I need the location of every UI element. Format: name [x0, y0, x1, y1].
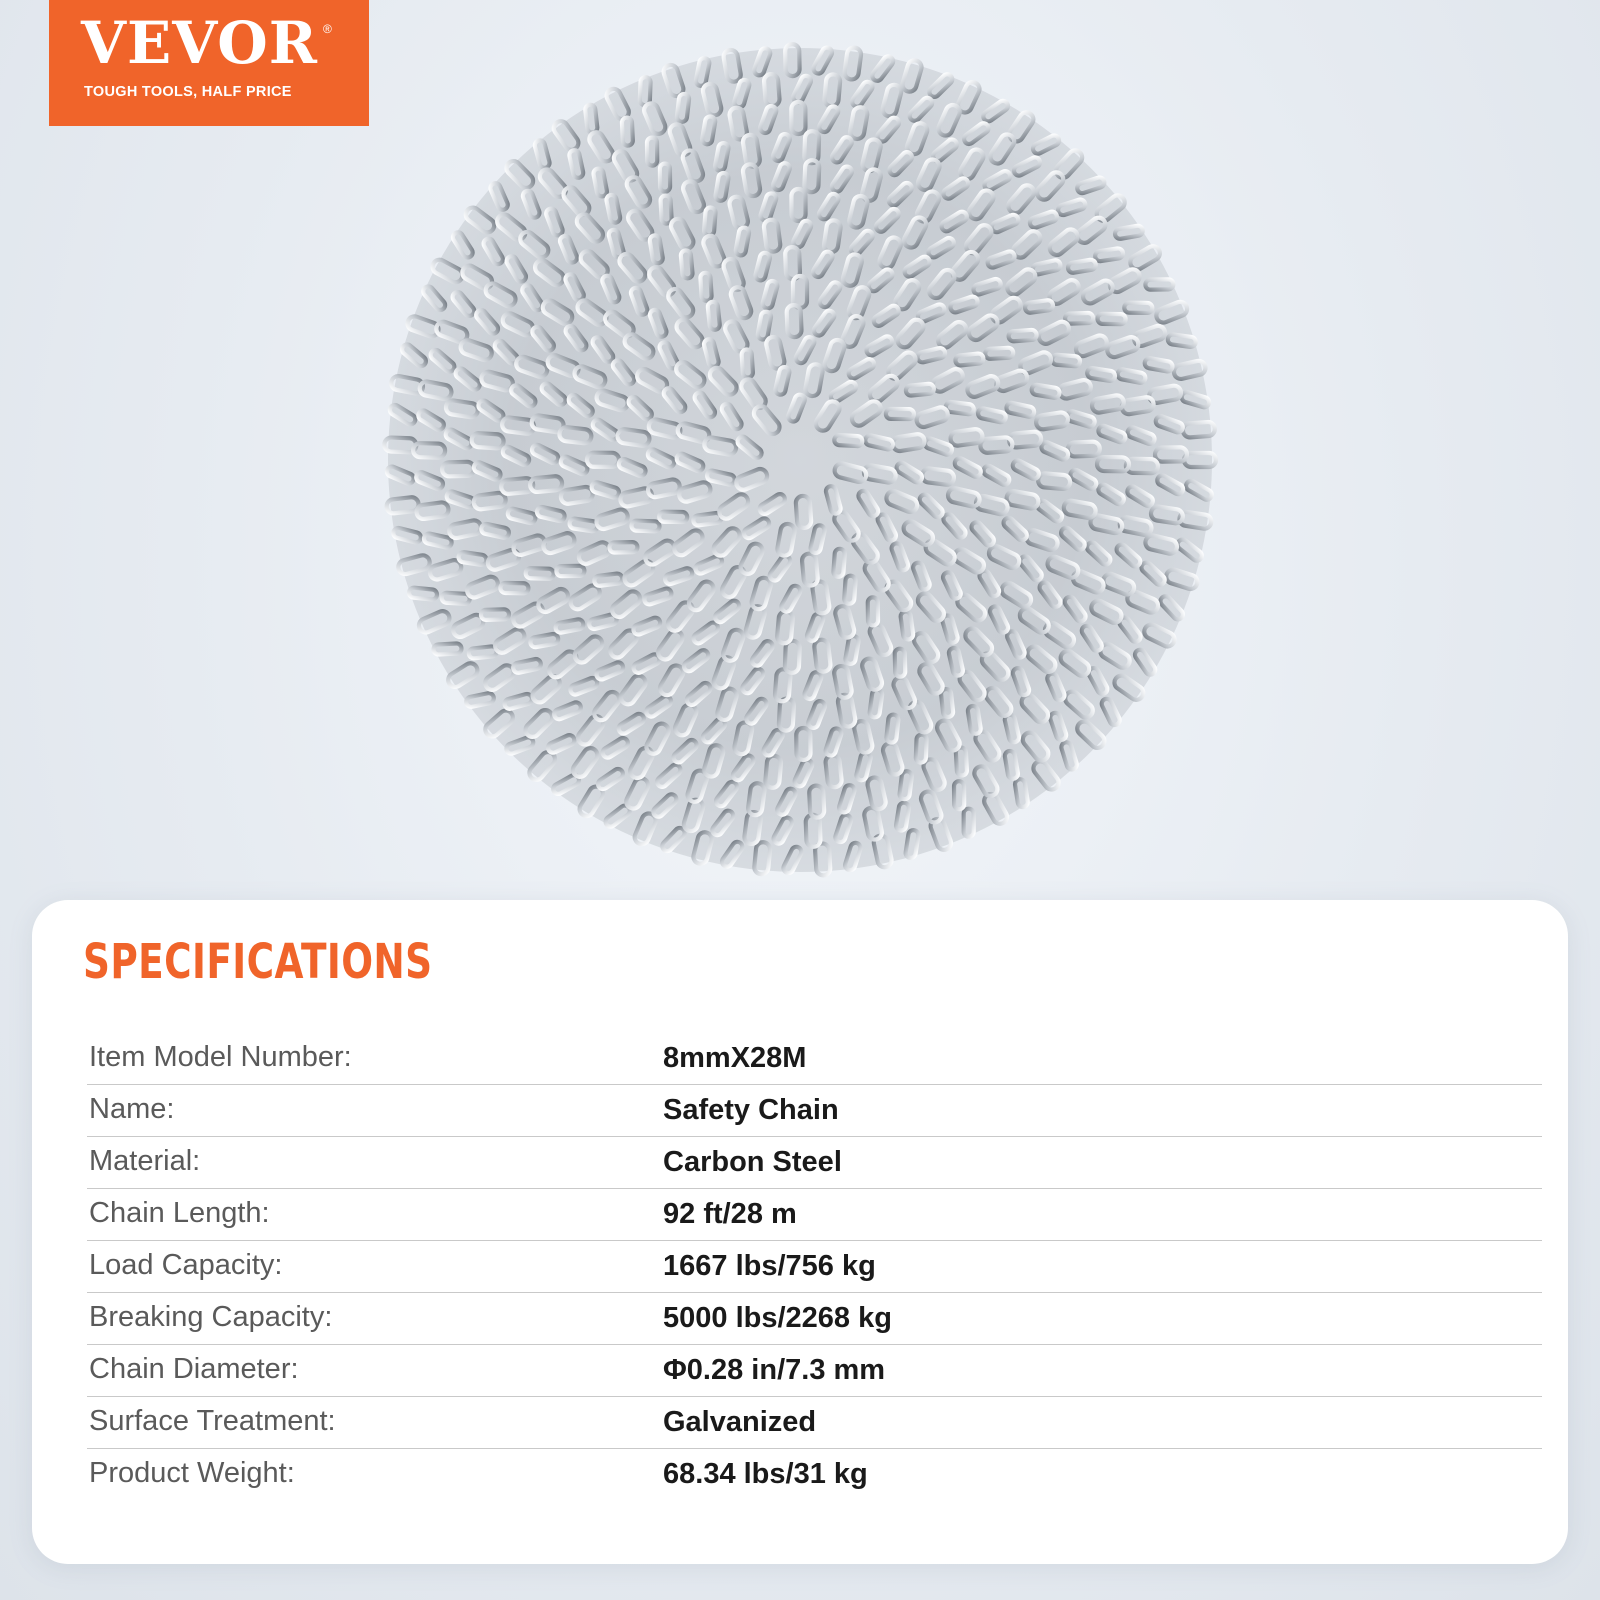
spec-row: [87, 1345, 1542, 1397]
spec-label: Load Capacity:: [89, 1249, 283, 1281]
spec-label: Item Model Number:: [89, 1041, 352, 1073]
spec-label: Breaking Capacity:: [89, 1301, 333, 1333]
spec-row: [87, 1189, 1542, 1241]
spec-label: Material:: [89, 1145, 201, 1177]
specifications-title: SPECIFICATIONS: [83, 934, 433, 990]
brand-name: VEVOR: [81, 9, 318, 77]
spec-value: Carbon Steel: [663, 1146, 842, 1178]
specifications-card: [32, 900, 1568, 1564]
spec-label: Name:: [89, 1093, 175, 1125]
spec-value: Φ0.28 in/7.3 mm: [663, 1354, 886, 1386]
spec-row: [87, 1033, 1542, 1085]
brand-logo: [49, 0, 369, 126]
registered-mark: ®: [323, 22, 332, 36]
spec-value: 92 ft/28 m: [663, 1198, 797, 1230]
specifications-table: [87, 1033, 1542, 1501]
spec-label: Chain Length:: [89, 1197, 270, 1229]
spec-value: 1667 lbs/756 kg: [663, 1250, 876, 1282]
spec-row: [87, 1241, 1542, 1293]
spec-row: [87, 1293, 1542, 1345]
spec-label: Product Weight:: [89, 1457, 295, 1489]
spec-row: [87, 1137, 1542, 1189]
spec-row: [87, 1397, 1542, 1449]
spec-label: Chain Diameter:: [89, 1353, 299, 1385]
spec-label: Surface Treatment:: [89, 1405, 336, 1437]
spec-row: [87, 1449, 1542, 1501]
spec-value: 5000 lbs/2268 kg: [663, 1302, 892, 1334]
coiled-chain-image: [360, 28, 1240, 888]
spec-row: [87, 1085, 1542, 1137]
spec-value: 8mmX28M: [663, 1042, 807, 1074]
spec-value: 68.34 lbs/31 kg: [663, 1458, 868, 1490]
brand-tagline: TOUGH TOOLS, HALF PRICE: [84, 84, 292, 100]
spec-value: Safety Chain: [663, 1094, 839, 1126]
spec-value: Galvanized: [663, 1406, 817, 1438]
